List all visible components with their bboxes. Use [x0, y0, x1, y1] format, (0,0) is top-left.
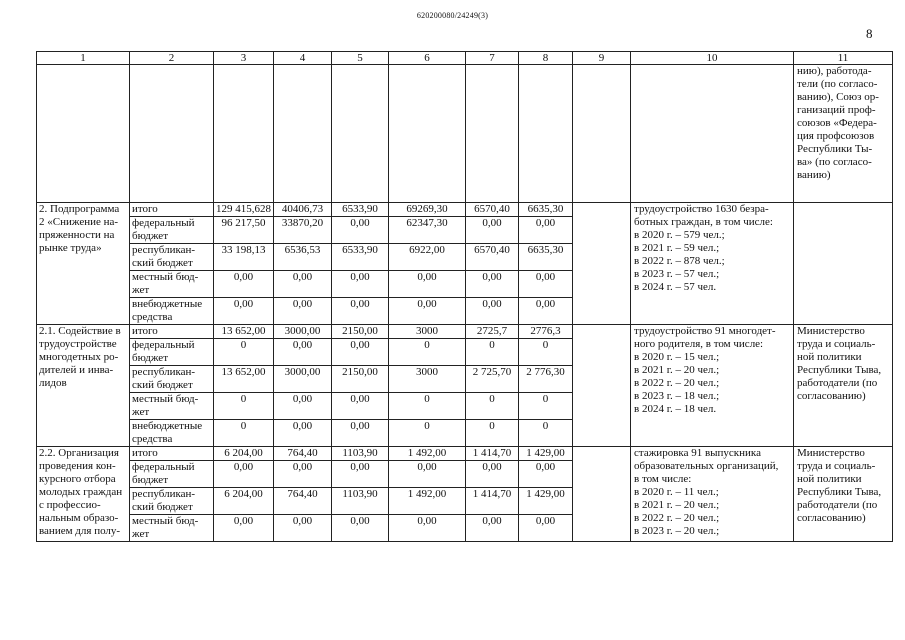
amount-cell: 0,00 — [519, 217, 573, 244]
column-header: 9 — [573, 52, 631, 65]
text-line: молодых граждан — [39, 486, 123, 498]
amount-cell: 129 415,628 — [214, 203, 274, 217]
text-line: трудоустройство 1630 безра- — [634, 203, 769, 215]
text-line: местный бюд- — [132, 515, 199, 527]
text-line: внебюджетные — [132, 420, 203, 432]
funding-source-cell — [130, 203, 214, 217]
responsible-cell — [794, 65, 893, 203]
text-line: ский бюджет — [132, 379, 193, 391]
text-line: Республики Тыва, — [797, 364, 882, 376]
text-line: федеральный — [132, 339, 195, 351]
text-line: жет — [132, 284, 150, 296]
text-line: Министерство — [797, 325, 865, 337]
amount-cell: 13 652,00 — [214, 325, 274, 339]
column-9-cell — [573, 325, 631, 447]
text-line: труда и социаль- — [797, 460, 876, 472]
column-header: 3 — [214, 52, 274, 65]
text-line: в 2023 г. – 57 чел.; — [634, 268, 720, 280]
text-line: работодатели (по — [797, 377, 878, 389]
amount-cell: 0 — [466, 420, 519, 447]
text-line: в 2022 г. – 20 чел.; — [634, 377, 720, 389]
amount-cell: 6 204,00 — [214, 488, 274, 515]
text-line: в 2023 г. – 20 чел.; — [634, 525, 720, 537]
amount-cell: 0,00 — [332, 393, 389, 420]
text-line: лидов — [39, 377, 67, 389]
text-line: ной политики — [797, 351, 862, 363]
column-header: 10 — [631, 52, 794, 65]
text-line: Республики Тыва, — [797, 486, 882, 498]
text-line: ский бюджет — [132, 501, 193, 513]
column-header: 6 — [389, 52, 466, 65]
text-line: ванию), Союз ор- — [797, 91, 879, 103]
amount-cell: 62347,30 — [389, 217, 466, 244]
amount-cell: 0,00 — [466, 298, 519, 325]
text-line: внебюджетные — [132, 298, 203, 310]
amount-cell: 1 429,00 — [519, 447, 573, 461]
text-line: 2.1. Содействие в — [39, 325, 121, 337]
responsible-cell — [794, 325, 893, 447]
amount-cell: 0,00 — [274, 515, 332, 542]
amount-cell: 1 492,00 — [389, 488, 466, 515]
amount-cell: 0,00 — [332, 271, 389, 298]
text-line: в 2021 г. – 20 чел.; — [634, 499, 720, 511]
measure-title-cell — [37, 447, 130, 542]
text-line: с профессио- — [39, 499, 101, 511]
continuation-row — [37, 65, 893, 203]
amount-cell: 6570,40 — [466, 203, 519, 217]
column-header: 4 — [274, 52, 332, 65]
amount-cell: 0,00 — [274, 420, 332, 447]
text-line: федеральный — [132, 461, 195, 473]
text-line: в 2024 г. – 18 чел. — [634, 403, 717, 415]
amount-cell: 6533,90 — [332, 244, 389, 271]
amount-cell: 3000,00 — [274, 366, 332, 393]
amount-cell: 0 — [519, 339, 573, 366]
amount-cell: 0,00 — [519, 515, 573, 542]
text-line: многодетных ро- — [39, 351, 119, 363]
amount-cell: 2 776,30 — [519, 366, 573, 393]
text-line: союзов «Федера- — [797, 117, 877, 129]
column-header: 5 — [332, 52, 389, 65]
text-line: ного родителя, в том числе: — [634, 338, 764, 350]
amount-cell: 0,00 — [214, 515, 274, 542]
funding-source-cell — [130, 420, 214, 447]
amount-cell: 6 204,00 — [214, 447, 274, 461]
text-line: дителей и инва- — [39, 364, 114, 376]
text-line: в 2020 г. – 579 чел.; — [634, 229, 725, 241]
text-line: Республики Ты- — [797, 143, 873, 155]
measure-title-cell — [37, 203, 130, 325]
amount-cell: 2725,7 — [466, 325, 519, 339]
amount-cell: 0,00 — [274, 339, 332, 366]
amount-cell: 0,00 — [389, 298, 466, 325]
funding-source-cell — [130, 298, 214, 325]
text-line: жет — [132, 528, 150, 540]
amount-cell: 0,00 — [466, 515, 519, 542]
amount-cell: 0 — [214, 339, 274, 366]
amount-cell: 0,00 — [332, 339, 389, 366]
text-line: средства — [132, 433, 173, 445]
amount-cell: 1 414,70 — [466, 488, 519, 515]
funding-source-cell — [130, 217, 214, 244]
text-line: бюджет — [132, 474, 168, 486]
amount-cell: 0,00 — [389, 515, 466, 542]
responsible-cell — [794, 447, 893, 542]
amount-cell: 0,00 — [519, 271, 573, 298]
text-line: федеральный — [132, 217, 195, 229]
amount-cell: 0 — [214, 420, 274, 447]
amount-cell: 33 198,13 — [214, 244, 274, 271]
amount-cell: 0,00 — [214, 271, 274, 298]
amount-cell: 1103,90 — [332, 488, 389, 515]
text-line: бюджет — [132, 230, 168, 242]
amount-cell: 0,00 — [332, 217, 389, 244]
amount-cell: 0 — [214, 393, 274, 420]
amount-cell: 0,00 — [274, 461, 332, 488]
text-line: трудоустройстве — [39, 338, 117, 350]
result-cell — [631, 203, 794, 325]
amount-cell: 3000 — [389, 325, 466, 339]
table-row — [37, 325, 893, 339]
funding-source-cell — [130, 366, 214, 393]
text-line: Министерство — [797, 447, 865, 459]
amount-cell: 764,40 — [274, 447, 332, 461]
text-line: пряженности на — [39, 229, 115, 241]
column-9-cell — [573, 447, 631, 542]
text-line: 2 «Снижение на- — [39, 216, 119, 228]
amount-cell: 0,00 — [274, 393, 332, 420]
amount-cell: 6635,30 — [519, 203, 573, 217]
amount-cell: 0,00 — [519, 461, 573, 488]
text-line: 2. Подпрограмма — [39, 203, 120, 215]
amount-cell: 1 492,00 — [389, 447, 466, 461]
amount-cell: 0 — [519, 393, 573, 420]
amount-cell: 0,00 — [332, 461, 389, 488]
text-line: итого — [132, 203, 158, 215]
text-line: согласованию) — [797, 390, 866, 402]
text-line: ция профсоюзов — [797, 130, 875, 142]
amount-cell: 1 429,00 — [519, 488, 573, 515]
amount-cell: 1 414,70 — [466, 447, 519, 461]
amount-cell: 6922,00 — [389, 244, 466, 271]
text-line: ганизаций проф- — [797, 104, 876, 116]
amount-cell: 764,40 — [274, 488, 332, 515]
text-line: в 2021 г. – 20 чел.; — [634, 364, 720, 376]
table-row — [37, 203, 893, 217]
column-9-cell — [573, 203, 631, 325]
amount-cell: 2150,00 — [332, 366, 389, 393]
text-line: в 2024 г. – 57 чел. — [634, 281, 717, 293]
text-line: в 2022 г. – 20 чел.; — [634, 512, 720, 524]
table-row — [37, 447, 893, 461]
text-line: тели (по согласо- — [797, 78, 878, 90]
funding-source-cell — [130, 244, 214, 271]
amount-cell: 6533,90 — [332, 203, 389, 217]
funding-source-cell — [130, 339, 214, 366]
text-line: ванием для полу- — [39, 525, 121, 537]
text-line: местный бюд- — [132, 393, 199, 405]
amount-cell: 0,00 — [274, 298, 332, 325]
amount-cell: 0 — [519, 420, 573, 447]
amount-cell: 0,00 — [466, 271, 519, 298]
text-line: курсного отбора — [39, 473, 116, 485]
column-header: 1 — [37, 52, 130, 65]
text-line: в 2020 г. – 15 чел.; — [634, 351, 720, 363]
amount-cell: 0,00 — [389, 461, 466, 488]
amount-cell: 6635,30 — [519, 244, 573, 271]
text-line: средства — [132, 311, 173, 323]
text-line: республикан- — [132, 366, 196, 378]
amount-cell: 0 — [389, 393, 466, 420]
amount-cell: 0,00 — [466, 217, 519, 244]
amount-cell: 13 652,00 — [214, 366, 274, 393]
document-id: 620200080/24249(3) — [416, 11, 489, 20]
text-line: ванию) — [797, 169, 831, 181]
responsible-cell — [794, 203, 893, 325]
text-line: труда и социаль- — [797, 338, 876, 350]
amount-cell: 96 217,50 — [214, 217, 274, 244]
text-line: бюджет — [132, 352, 168, 364]
amount-cell: 0,00 — [332, 298, 389, 325]
amount-cell: 0,00 — [214, 461, 274, 488]
amount-cell: 6536,53 — [274, 244, 332, 271]
text-line: в 2023 г. – 18 чел.; — [634, 390, 720, 402]
funding-source-cell — [130, 515, 214, 542]
text-line: жет — [132, 406, 150, 418]
amount-cell: 0,00 — [274, 271, 332, 298]
text-line: согласованию) — [797, 512, 866, 524]
text-line: проведения кон- — [39, 460, 116, 472]
amount-cell: 0 — [466, 339, 519, 366]
funding-source-cell — [130, 447, 214, 461]
amount-cell: 40406,73 — [274, 203, 332, 217]
column-number-row — [37, 52, 893, 65]
amount-cell: 0,00 — [466, 461, 519, 488]
amount-cell: 0,00 — [332, 515, 389, 542]
column-header: 7 — [466, 52, 519, 65]
text-line: в 2020 г. – 11 чел.; — [634, 486, 719, 498]
amount-cell: 0 — [389, 420, 466, 447]
text-line: итого — [132, 325, 158, 337]
text-line: нальным образо- — [39, 512, 119, 524]
amount-cell: 0,00 — [389, 271, 466, 298]
funding-source-cell — [130, 393, 214, 420]
funding-source-cell — [130, 461, 214, 488]
amount-cell: 0,00 — [214, 298, 274, 325]
measure-title-cell — [37, 325, 130, 447]
text-line: стажировка 91 выпускника — [634, 447, 761, 459]
amount-cell: 69269,30 — [389, 203, 466, 217]
page-number: 8 — [866, 26, 873, 41]
text-line: работодатели (по — [797, 499, 878, 511]
funding-source-cell — [130, 325, 214, 339]
column-header: 11 — [794, 52, 893, 65]
text-line: в 2022 г. – 878 чел.; — [634, 255, 725, 267]
amount-cell: 2150,00 — [332, 325, 389, 339]
text-line: ной политики — [797, 473, 862, 485]
text-line: ботных граждан, в том числе: — [634, 216, 773, 228]
amount-cell: 6570,40 — [466, 244, 519, 271]
text-line: местный бюд- — [132, 271, 199, 283]
amount-cell: 33870,20 — [274, 217, 332, 244]
text-line: нию), работода- — [797, 65, 872, 77]
amount-cell: 0 — [389, 339, 466, 366]
column-header: 8 — [519, 52, 573, 65]
text-line: ский бюджет — [132, 257, 193, 269]
amount-cell: 0,00 — [332, 420, 389, 447]
text-line: республикан- — [132, 244, 196, 256]
amount-cell: 3000,00 — [274, 325, 332, 339]
text-line: республикан- — [132, 488, 196, 500]
text-line: в том числе: — [634, 473, 692, 485]
funding-source-cell — [130, 488, 214, 515]
amount-cell: 0,00 — [519, 298, 573, 325]
amount-cell: 0 — [466, 393, 519, 420]
column-header: 2 — [130, 52, 214, 65]
text-line: образовательных организаций, — [634, 460, 779, 472]
text-line: 2.2. Организация — [39, 447, 119, 459]
amount-cell: 2 725,70 — [466, 366, 519, 393]
text-line: ва» (по согласо- — [797, 156, 872, 168]
text-line: трудоустройство 91 многодет- — [634, 325, 776, 337]
text-line: итого — [132, 447, 158, 459]
amount-cell: 3000 — [389, 366, 466, 393]
amount-cell: 1103,90 — [332, 447, 389, 461]
text-line: рынке труда» — [39, 242, 102, 254]
result-cell — [631, 447, 794, 542]
funding-source-cell — [130, 271, 214, 298]
amount-cell: 2776,3 — [519, 325, 573, 339]
program-funding-table — [36, 51, 893, 542]
result-cell — [631, 325, 794, 447]
text-line: в 2021 г. – 59 чел.; — [634, 242, 720, 254]
